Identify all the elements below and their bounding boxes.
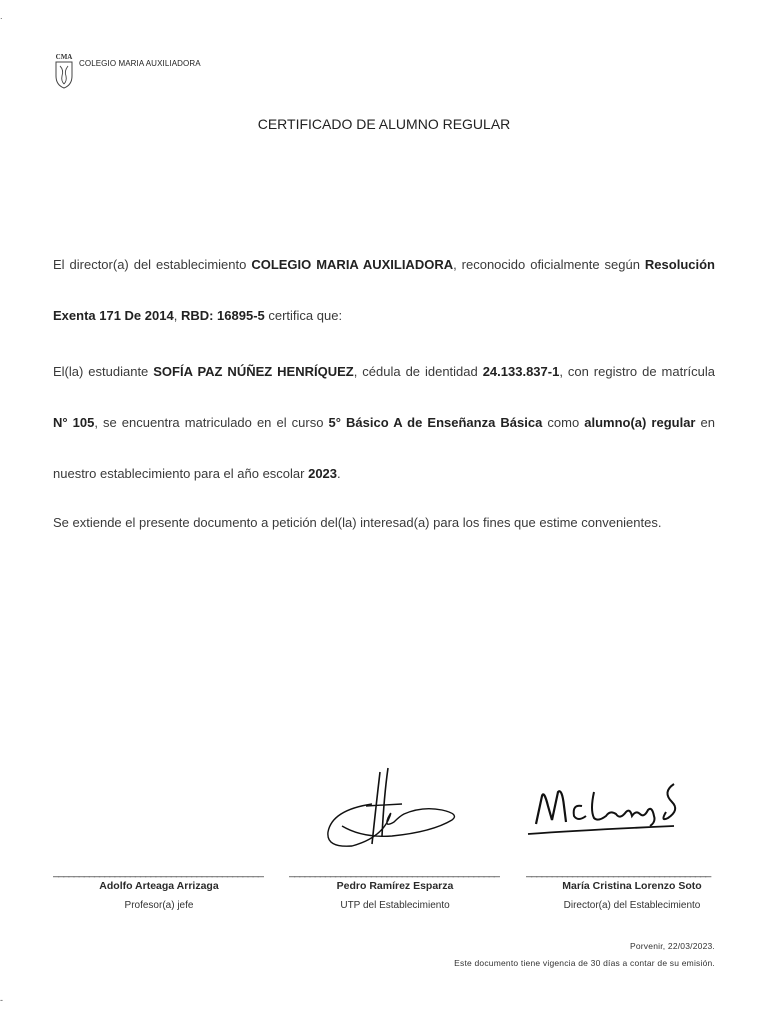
paragraph-student — [53, 346, 715, 499]
enrollment-number: N° 105 — [53, 415, 95, 430]
signature-pedro-ramirez-icon — [322, 766, 462, 854]
signer-name-1: Adolfo Arteaga Arrizaga — [99, 880, 219, 892]
corner-mark-top: . — [0, 11, 3, 21]
enrollment-status: alumno(a) regular — [584, 415, 696, 430]
student-id: 24.133.837-1 — [482, 364, 560, 379]
signer-name-2: Pedro Ramírez Esparza — [336, 880, 454, 892]
text: . — [337, 466, 341, 481]
text: , con registro de matrícula — [559, 364, 715, 379]
text: , — [173, 308, 181, 323]
footer-validity: Este documento tiene vigencia de 30 días a contar de su emisión. — [454, 958, 715, 968]
paragraph-closing: Se extiende el presente documento a petición del(la) interesad(a) para los fines que estime convenientes. — [53, 515, 662, 530]
signature-line-2: _________________________________________ — [289, 866, 499, 878]
letterhead — [53, 52, 201, 90]
paragraph-director — [53, 239, 715, 341]
letterhead-school-name: COLEGIO MARIA AUXILIADORA — [79, 59, 201, 68]
text: , cédula de identidad — [353, 364, 483, 379]
document-title: CERTIFICADO DE ALUMNO REGULAR — [257, 116, 511, 132]
signer-role-1: Profesor(a) jefe — [124, 900, 194, 911]
text: El(la) estudiante — [53, 364, 154, 379]
text: , reconocido oficialmente según — [453, 257, 645, 272]
signer-role-3: Director(a) del Establecimiento — [563, 900, 701, 911]
footer-place-date: Porvenir, 22/03/2023. — [629, 941, 715, 951]
school-logo-icon — [53, 52, 75, 90]
student-name: SOFÍA PAZ NÚÑEZ HENRÍQUEZ — [153, 364, 354, 379]
course-name: 5° Básico A de Enseñanza Básica — [328, 415, 543, 430]
rbd-number: RBD: 16895-5 — [180, 308, 265, 323]
signer-name-3: María Cristina Lorenzo Soto — [562, 880, 702, 892]
signature-line-1: _________________________________________ — [53, 866, 263, 878]
svg-text:CMA: CMA — [55, 53, 73, 61]
text: El director(a) del establecimiento — [53, 257, 252, 272]
signer-role-2: UTP del Establecimiento — [340, 900, 450, 911]
text: certifica que: — [264, 308, 343, 323]
resolution: Resolución Exenta 171 De 2014 — [53, 257, 715, 323]
text: en nuestro establecimiento para el año escolar — [53, 415, 716, 481]
school-name: COLEGIO MARIA AUXILIADORA — [251, 257, 454, 272]
text: como — [542, 415, 585, 430]
school-year: 2023 — [308, 466, 338, 481]
corner-mark-bottom: - — [0, 995, 3, 1005]
signature-line-3: ____________________________________ — [526, 866, 711, 878]
text: , se encuentra matriculado en el curso — [94, 415, 329, 430]
signature-maria-lorenzo-icon — [524, 776, 690, 842]
